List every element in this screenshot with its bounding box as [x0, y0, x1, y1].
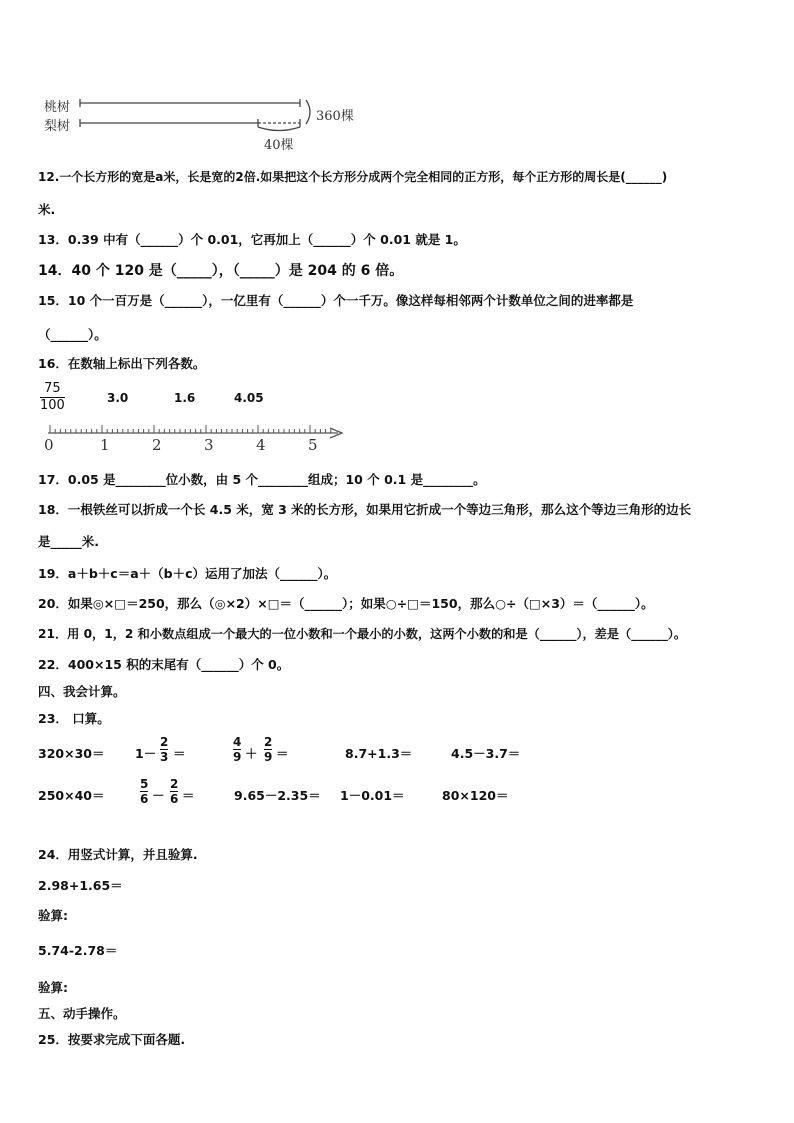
question-23-title: 23． 口算。: [38, 711, 110, 726]
question-13: 13．0.39 中有（______）个 0.01，它再加上（______）个 0.01 就是 1。: [38, 232, 466, 247]
calc-r2c1: 250×40＝: [38, 788, 105, 803]
fraction-numerator: 2: [160, 735, 169, 749]
fraction-denominator: 100: [40, 398, 65, 413]
fraction-75-100: [40, 381, 65, 414]
fraction-2-9: [264, 735, 272, 764]
calc-r1c3-eq: ＝: [276, 746, 289, 761]
question-21: 21．用 0，1，2 和小数点组成一个最大的一位小数和一个最小的小数，这两个小数的和是（______），差是（______）。: [38, 627, 687, 641]
fraction-denominator: 6: [170, 792, 179, 806]
question-18-line1: 18．一根铁丝可以折成一个长 4.5 米，宽 3 米的长方形，如果用它折成一个等边三角形，那么这个等边三角形的边长: [38, 502, 692, 517]
calc-r1c5: 4.5－3.7＝: [451, 746, 521, 761]
question-12-line1: 12.一个长方形的宽是a米，长是宽的2倍.如果把这个长方形分成两个完全相同的正方形，每个正方形的周长是(______): [38, 170, 668, 184]
question-17: 17．0.05 是________位小数，由 5 个________组成；10 个 0.1 是________。: [38, 472, 486, 487]
value-1-6: 1.6: [174, 391, 196, 405]
pear-label: 梨树: [44, 119, 71, 134]
fraction-numerator: 2: [264, 735, 273, 749]
fraction-2-6: [170, 777, 178, 806]
axis-label-1: 1: [100, 436, 110, 454]
axis-label-0: 0: [44, 436, 54, 454]
fraction-5-6: [140, 777, 148, 806]
question-15-line2: （______）。: [38, 327, 107, 342]
calc-r1c2-eq: ＝: [173, 746, 186, 761]
calc-r1c3-op: ＋: [245, 746, 258, 761]
fraction-4-9: [233, 735, 241, 764]
fraction-numerator: 4: [233, 735, 242, 749]
calc-r2c4: 1－0.01＝: [340, 788, 405, 803]
question-12-line2: 米.: [38, 202, 56, 217]
value-4-05: 4.05: [234, 391, 264, 405]
question-15-line1: 15．10 个一百万是（______），一亿里有（______）个一千万。像这样每相邻两个计数单位之间的进率都是: [38, 293, 634, 308]
fraction-denominator: 6: [140, 792, 149, 806]
fraction-2-3: [160, 735, 168, 764]
segment-lines: [0, 0, 794, 160]
question-22: 22．400×15 积的末尾有（______）个 0。: [38, 657, 290, 672]
question-25: 25．按要求完成下面各题.: [38, 1032, 186, 1047]
axis-label-2: 2: [152, 436, 162, 454]
fraction-numerator: 75: [44, 381, 61, 396]
calc-r2c3: 9.65－2.35＝: [234, 788, 321, 803]
calc-r2c5: 80×120＝: [442, 788, 509, 803]
fraction-numerator: 2: [170, 777, 179, 791]
question-18-line2: 是_____米.: [38, 534, 99, 549]
fraction-denominator: 3: [160, 750, 169, 764]
section-5-heading: 五、动手操作。: [38, 1006, 126, 1021]
fraction-denominator: 9: [264, 750, 273, 764]
question-24-expr2: 5.74-2.78＝: [38, 943, 118, 958]
total-label: 360棵: [316, 109, 354, 124]
question-24-expr1: 2.98+1.65＝: [38, 878, 123, 893]
axis-label-3: 3: [204, 436, 214, 454]
question-16: 16．在数轴上标出下列各数。: [38, 356, 206, 371]
question-24-title: 24．用竖式计算，并且验算.: [38, 847, 198, 862]
number-line: [0, 420, 794, 460]
question-19: 19．a＋b＋c＝a＋（b＋c）运用了加法（______）。: [38, 566, 337, 581]
calc-r1c1: 320×30＝: [38, 746, 105, 761]
question-14: 14．40 个 120 是（_____），（_____）是 204 的 6 倍。: [38, 263, 404, 279]
value-3-0: 3.0: [107, 391, 129, 405]
fraction-numerator: 5: [140, 777, 149, 791]
section-4-heading: 四、我会计算。: [38, 684, 126, 699]
fraction-denominator: 9: [233, 750, 242, 764]
axis-label-4: 4: [256, 436, 266, 454]
axis-label-5: 5: [308, 436, 318, 454]
calc-r2c2-op: －: [152, 788, 165, 803]
calc-r2c2-eq: ＝: [182, 788, 195, 803]
question-20: 20．如果◎×□＝250，那么（◎×2）×□＝（______）；如果○÷□＝150，那么○÷（□×3）＝（______）。: [38, 596, 654, 611]
calc-r1c4: 8.7+1.3＝: [345, 746, 413, 761]
peach-label: 桃树: [44, 100, 71, 115]
question-24-check1: 验算:: [38, 908, 68, 923]
calc-r1c2-pre: 1－: [135, 746, 157, 761]
diff-label: 40棵: [264, 138, 294, 153]
question-24-check2: 验算:: [38, 980, 68, 995]
